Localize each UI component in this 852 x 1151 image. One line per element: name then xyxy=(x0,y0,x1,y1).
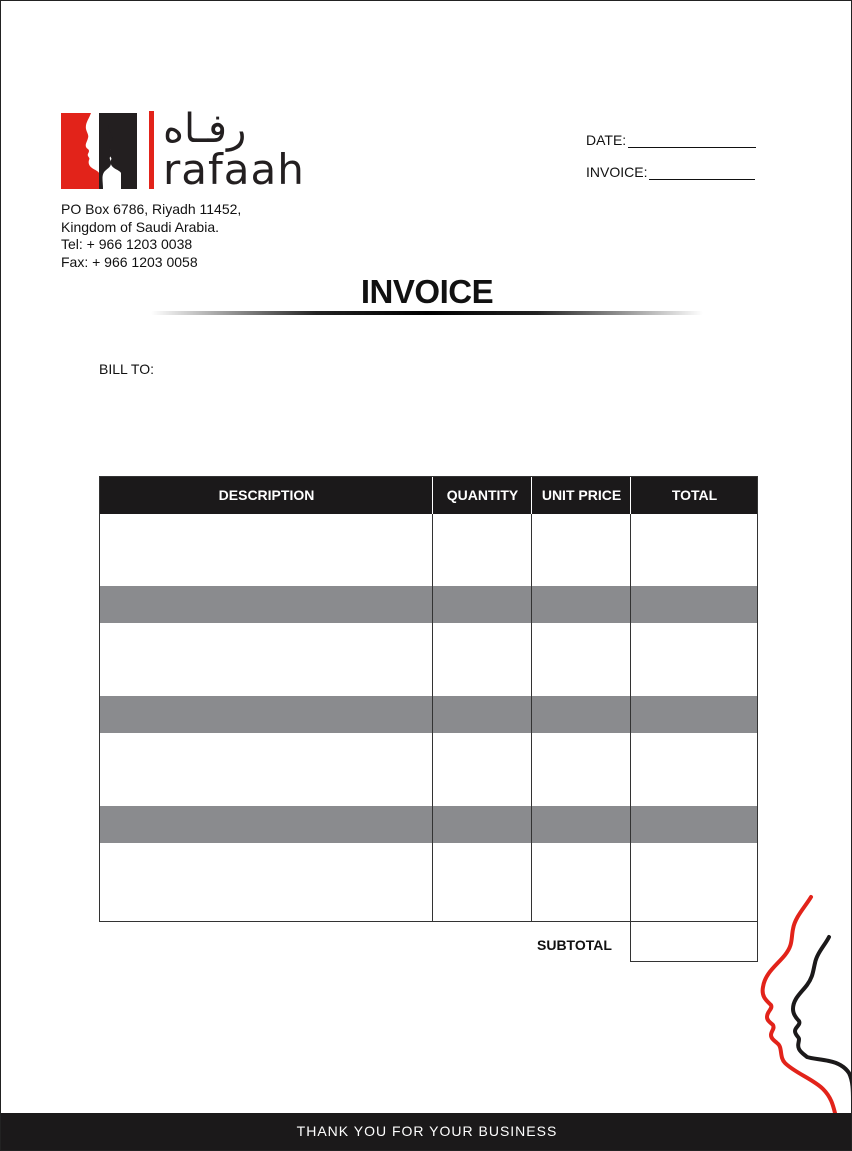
address-fax: Fax: + 966 1203 0058 xyxy=(61,253,198,270)
company-address xyxy=(61,201,241,271)
invoice-number-input-line[interactable] xyxy=(649,166,755,180)
faces-profile-icon xyxy=(749,891,852,1113)
invoice-table xyxy=(99,476,758,922)
header-divider xyxy=(630,477,631,514)
date-input-line[interactable] xyxy=(628,134,756,148)
table-row-band xyxy=(100,696,757,733)
logo-divider xyxy=(149,111,154,189)
header-divider xyxy=(531,477,532,514)
column-header-unit-price: UNIT PRICE xyxy=(541,487,622,503)
table-header xyxy=(100,477,757,514)
column-header-quantity: QUANTITY xyxy=(446,487,519,503)
address-line-2: Kingdom of Saudi Arabia. xyxy=(61,218,219,235)
subtotal-label: SUBTOTAL xyxy=(537,937,612,953)
invoice-number-label: INVOICE: xyxy=(586,164,648,180)
invoice-number-field xyxy=(586,164,755,180)
document-title: INVOICE xyxy=(360,273,494,310)
subtotal-value-box[interactable] xyxy=(630,921,758,962)
column-header-description: DESCRIPTION xyxy=(218,487,315,503)
footer-bar: THANK YOU FOR YOUR BUSINESS xyxy=(1,1113,852,1151)
column-header-total: TOTAL xyxy=(671,487,718,503)
column-divider xyxy=(531,477,532,921)
logo-name-latin: rafaah xyxy=(163,145,305,194)
address-line-1: PO Box 6786, Riyadh 11452, xyxy=(61,201,242,217)
table-row-band xyxy=(100,586,757,623)
column-divider xyxy=(432,477,433,921)
date-field xyxy=(586,132,756,148)
bill-to-label: BILL TO: xyxy=(99,361,154,377)
date-label: DATE: xyxy=(586,132,627,148)
address-tel: Tel: + 966 1203 0038 xyxy=(61,236,193,252)
title-underline xyxy=(151,311,703,315)
table-row-band xyxy=(100,806,757,843)
header-divider xyxy=(432,477,433,514)
column-divider xyxy=(630,477,631,921)
logo-name-arabic: رفـاه xyxy=(163,106,247,152)
rafaah-logo-icon xyxy=(61,113,137,189)
